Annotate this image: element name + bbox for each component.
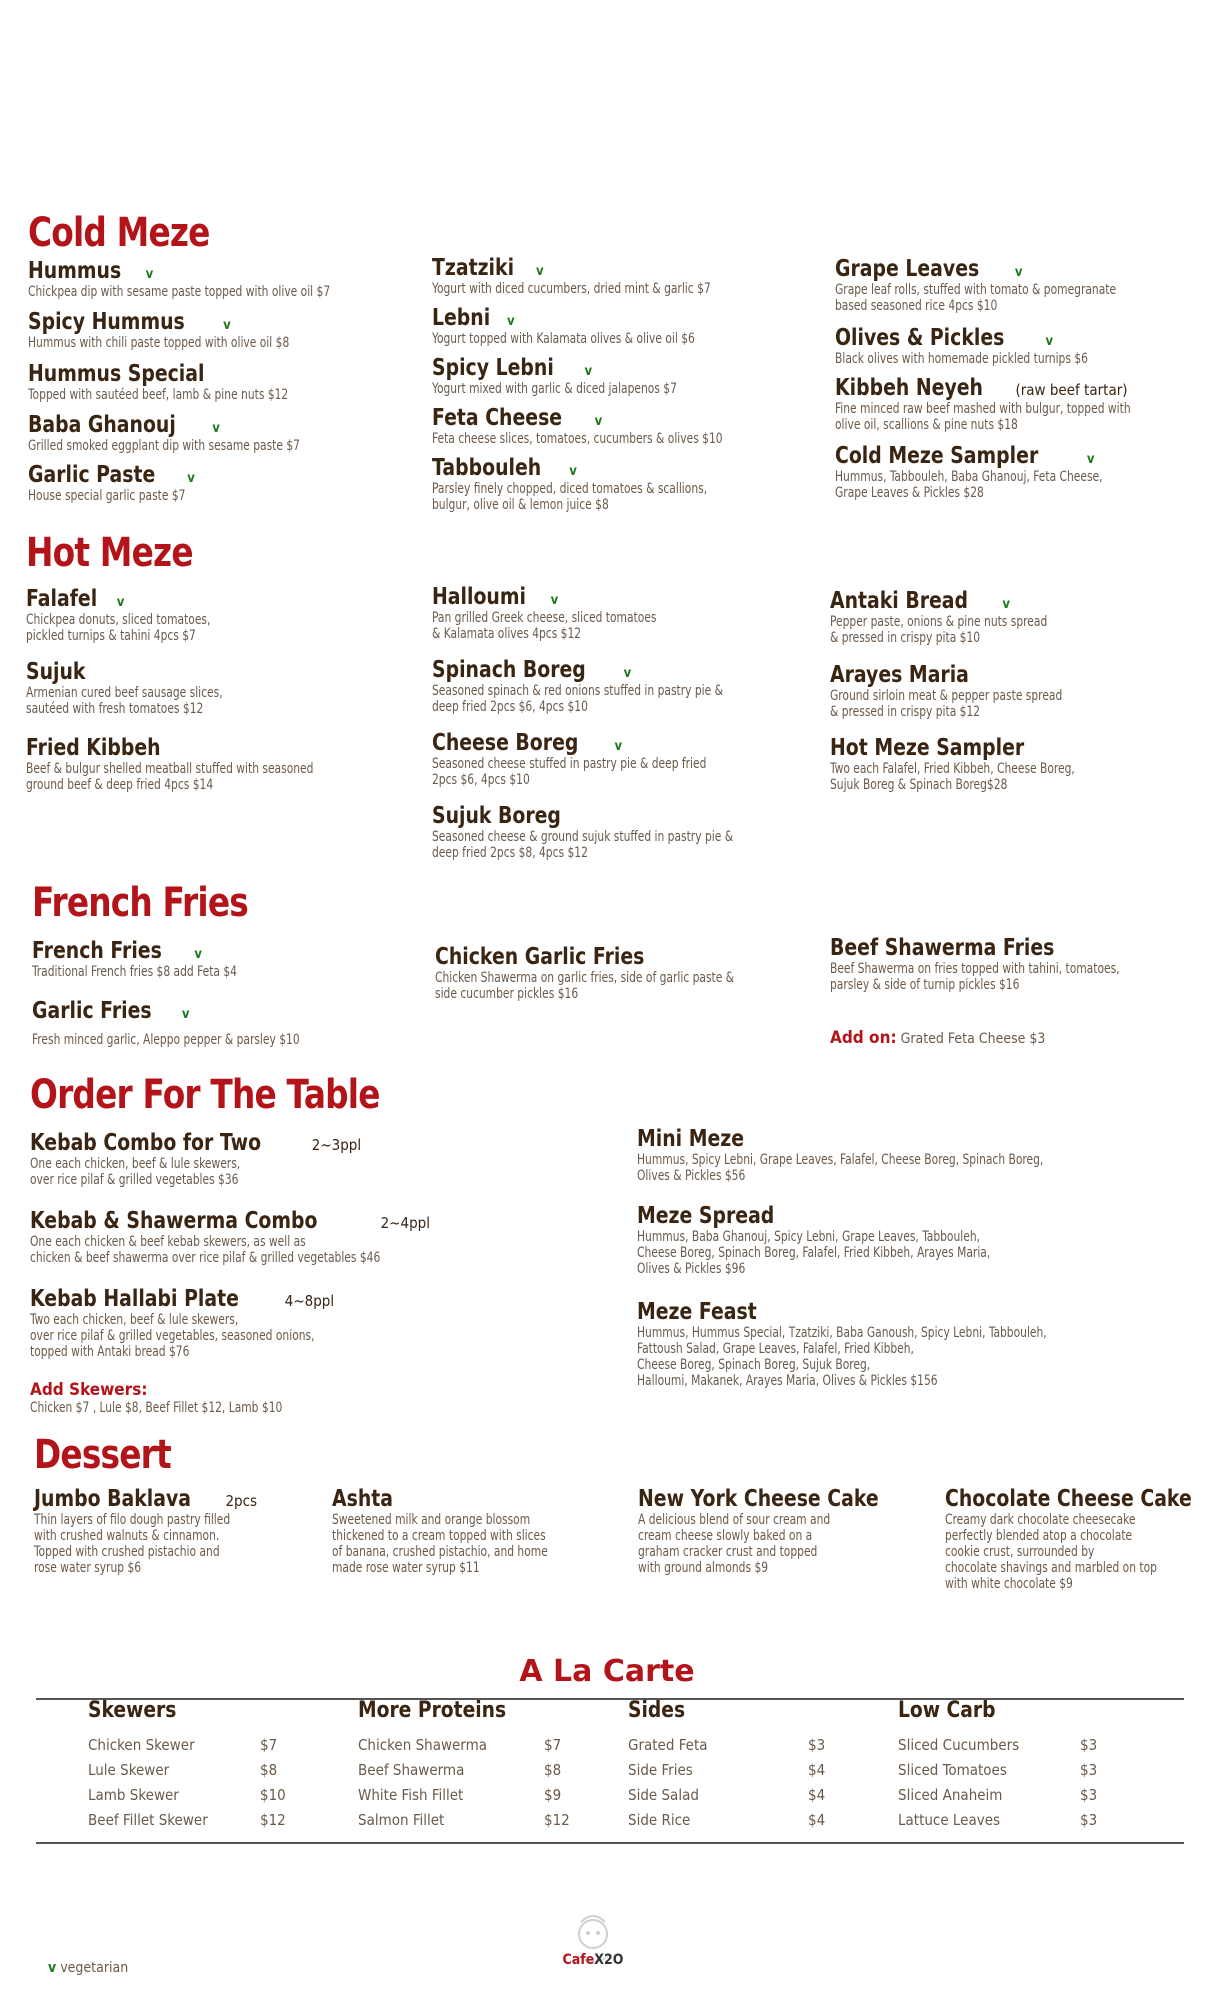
carte-row (628, 1811, 848, 1833)
item-note: 2~3ppl (311, 1136, 362, 1154)
menu-item-spinach-boreg (432, 657, 832, 715)
carte-item-price: $9 (544, 1786, 562, 1804)
add-on-label: Add on: (830, 1028, 897, 1048)
carte-item-name: Lule Skewer (88, 1761, 170, 1779)
menu-item-halloumi (432, 584, 832, 642)
item-description: A delicious blend of sour cream and cream cheese slowly baked on a graham cracker crust and topped with ground almonds $9 (638, 1512, 831, 1576)
item-description: One each chicken & beef kebab skewers, as well as chicken & beef shawerma over rice pilaf & grilled vegetables $46 (30, 1234, 381, 1266)
vegetarian-mark: v (569, 464, 577, 479)
menu-item-hot-meze-sampler (830, 735, 1190, 793)
item-name: Arayes Maria (830, 662, 969, 688)
item-description: Seasoned spinach & red onions stuffed in pastry pie & deep fried 2pcs $6, 4pcs $10 (432, 683, 723, 715)
carte-item-name: Salmon Fillet (358, 1811, 445, 1829)
item-description: Fresh minced garlic, Aleppo pepper & parsley $10 (32, 1032, 300, 1048)
item-description: Ground sirloin meat & pepper paste spread & pressed in crispy pita $12 (830, 688, 1063, 720)
vegetarian-mark: v (1045, 334, 1054, 349)
item-description: Pepper paste, onions & pine nuts spread & pressed in crispy pita $10 (830, 614, 1048, 646)
carte-column-heading: More Proteins (358, 1698, 507, 1723)
item-name: Kibbeh Neyeh (835, 375, 983, 401)
vegetarian-mark: v (223, 318, 231, 333)
vegetarian-mark: v (194, 947, 202, 962)
carte-row (628, 1736, 848, 1758)
item-description: Armenian cured beef sausage slices, sautéed with fresh tomatoes $12 (26, 685, 223, 717)
item-note: 4~8ppl (284, 1292, 335, 1310)
menu-item-olives-pickles (835, 325, 1195, 367)
carte-row (88, 1811, 308, 1833)
carte-column-heading: Sides (628, 1698, 686, 1723)
carte-item-price: $4 (808, 1761, 826, 1779)
item-name: Baba Ghanouj (28, 412, 176, 438)
carte-item-price: $7 (544, 1736, 562, 1754)
item-description: Parsley finely chopped, diced tomatoes & scallions, bulgur, olive oil & lemon juice $8 (432, 481, 708, 513)
item-name: Jumbo Baklava (34, 1486, 191, 1512)
item-name: Garlic Paste (28, 462, 156, 488)
item-name: Beef Shawerma Fries (830, 935, 1055, 961)
carte-item-name: Side Rice (628, 1811, 691, 1829)
add-skewers-label: Add Skewers: (30, 1380, 148, 1400)
item-name: Spicy Lebni (432, 355, 554, 381)
add-skewers-text: Chicken $7 , Lule $8, Beef Fillet $12, Lamb $10 (30, 1400, 283, 1416)
menu-item-tzatziki (432, 255, 832, 297)
item-description: Grilled smoked eggplant dip with sesame paste $7 (28, 438, 300, 454)
item-name: Falafel (26, 586, 98, 612)
carte-row (898, 1761, 1118, 1783)
item-name: Tzatziki (432, 255, 515, 281)
item-note: 2pcs (225, 1492, 258, 1510)
menu-item-garlic-fries (32, 998, 432, 1048)
vegetarian-mark: v (116, 595, 125, 610)
item-name: Kebab Combo for Two (30, 1130, 262, 1156)
vegetarian-mark: v (48, 1960, 57, 1976)
menu-item-chocolate-cheese-cake (945, 1486, 1195, 1592)
carte-item-price: $7 (260, 1736, 278, 1754)
menu-item-kibbeh-neyeh (835, 375, 1195, 433)
menu-item-cold-meze-sampler (835, 443, 1195, 501)
item-description: House special garlic paste $7 (28, 488, 186, 504)
menu-item-kebab-combo (30, 1130, 550, 1188)
vegetarian-mark: v (187, 471, 195, 486)
item-name: Hot Meze Sampler (830, 735, 1025, 761)
menu-item-baba-ghanouj (28, 412, 428, 454)
carte-row (358, 1811, 578, 1833)
carte-item-price: $4 (808, 1811, 826, 1829)
menu-item-antaki-bread (830, 588, 1190, 646)
menu-item-meze-feast (637, 1299, 1137, 1389)
item-name: New York Cheese Cake (638, 1486, 879, 1512)
carte-row (628, 1786, 848, 1808)
carte-row (88, 1761, 308, 1783)
item-description: Chickpea donuts, sliced tomatoes, pickled turnips & tahini 4pcs $7 (26, 612, 211, 644)
item-description: Beef Shawerma on fries topped with tahini, tomatoes, parsley & side of turnip pickles $16 (830, 961, 1120, 993)
vegetarian-mark: v (614, 739, 623, 754)
item-description: Traditional French fries $8 add Feta $4 (32, 964, 237, 980)
a-la-carte-title: A La Carte (519, 1654, 695, 1689)
vegetarian-mark: v (1014, 265, 1023, 280)
item-description: Creamy dark chocolate cheesecake perfectly blended atop a chocolate cookie crust, surrounded by chocolate shavings and marbled on top with white chocolate $9 (945, 1512, 1157, 1592)
item-description: Sweetened milk and orange blossom thickened to a cream topped with slices of banana, crushed pistachio, and home made rose water syrup $11 (332, 1512, 548, 1576)
section-title-order-for-the-table: Order For The Table (30, 1072, 380, 1118)
fries-add-on (830, 1028, 1045, 1048)
carte-column-heading: Low Carb (898, 1698, 996, 1723)
item-description: Hummus, Hummus Special, Tzatziki, Baba Ganoush, Spicy Lebni, Tabbouleh, Fattoush Salad, Grape Leaves, Falafel, Fried Kibbeh, Cheese Boreg, Spinach Boreg, Sujuk Boreg, Halloumi, Makanek, Arayes Maria, Olives & Pickles $156 (637, 1325, 1047, 1389)
add-on-text: Grated Feta Cheese $3 (900, 1031, 1046, 1047)
item-name: Antaki Bread (830, 588, 969, 614)
item-description: Hummus with chili paste topped with olive oil $8 (28, 335, 290, 351)
menu-item-grape-leaves (835, 256, 1195, 314)
menu-item-tabbouleh (432, 455, 832, 513)
carte-row (898, 1736, 1118, 1758)
menu-item-kebab-shawerma-combo (30, 1208, 550, 1266)
item-name: Fried Kibbeh (26, 735, 161, 761)
item-name: Ashta (332, 1486, 394, 1512)
menu-item-hummus (28, 258, 428, 300)
carte-item-name: Beef Fillet Skewer (88, 1811, 208, 1829)
item-name: Sujuk (26, 659, 86, 685)
item-name: Spinach Boreg (432, 657, 586, 683)
cafe-x2o-logo (548, 1908, 638, 1978)
carte-item-name: White Fish Fillet (358, 1786, 464, 1804)
item-description: Beef & bulgur shelled meatball stuffed with seasoned ground beef & deep fried 4pcs $14 (26, 761, 314, 793)
menu-item-beef-shawerma-fries (830, 935, 1190, 993)
item-name: Tabbouleh (432, 455, 542, 481)
carte-row (88, 1736, 308, 1758)
item-description: Grape leaf rolls, stuffed with tomato & pomegranate based seasoned rice 4pcs $10 (835, 282, 1117, 314)
item-name: Chocolate Cheese Cake (945, 1486, 1192, 1512)
carte-item-price: $12 (260, 1811, 286, 1829)
item-description: Feta cheese slices, tomatoes, cucumbers & olives $10 (432, 431, 723, 447)
item-name: Grape Leaves (835, 256, 980, 282)
menu-item-cheese-boreg (432, 730, 832, 788)
menu-item-sujuk-boreg (432, 803, 832, 861)
menu-item-arayes-maria (830, 662, 1190, 720)
carte-item-price: $3 (1080, 1761, 1098, 1779)
carte-item-name: Chicken Skewer (88, 1736, 195, 1754)
vegetarian-mark: v (1086, 452, 1095, 467)
carte-item-name: Side Fries (628, 1761, 693, 1779)
item-name: Chicken Garlic Fries (435, 944, 645, 970)
add-skewers (30, 1380, 327, 1416)
item-name: Mini Meze (637, 1126, 745, 1152)
item-description: Hummus, Tabbouleh, Baba Ghanouj, Feta Cheese, Grape Leaves & Pickles $28 (835, 469, 1103, 501)
carte-column-heading: Skewers (88, 1698, 177, 1723)
carte-item-name: Beef Shawerma (358, 1761, 465, 1779)
carte-row (358, 1761, 578, 1783)
section-title-hot-meze: Hot Meze (26, 530, 193, 576)
logo-text-x2o: X2O (594, 1952, 624, 1968)
vegetarian-mark: v (536, 264, 544, 279)
item-name: French Fries (32, 938, 162, 964)
carte-item-price: $10 (260, 1786, 286, 1804)
vegetarian-mark: v (145, 267, 154, 282)
logo-text-cafe: Cafe (562, 1952, 595, 1968)
item-name: Feta Cheese (432, 405, 563, 431)
item-description: Topped with sautéed beef, lamb & pine nuts $12 (28, 387, 289, 403)
carte-item-name: Lattuce Leaves (898, 1811, 1001, 1829)
item-name: Spicy Hummus (28, 309, 185, 335)
menu-item-mini-meze (637, 1126, 1137, 1184)
menu-item-meze-spread (637, 1203, 1137, 1277)
item-name: Hummus (28, 258, 122, 284)
carte-item-price: $12 (544, 1811, 570, 1829)
menu-item-hummus-special (28, 361, 428, 403)
item-description: Hummus, Spicy Lebni, Grape Leaves, Falafel, Cheese Boreg, Spinach Boreg, Olives & Pickles $56 (637, 1152, 1044, 1184)
menu-item-feta-cheese (432, 405, 832, 447)
item-name: Garlic Fries (32, 998, 152, 1024)
carte-item-name: Side Salad (628, 1786, 699, 1804)
item-name: Sujuk Boreg (432, 803, 561, 829)
item-note: 2~4ppl (380, 1214, 430, 1232)
item-description: Yogurt mixed with garlic & diced jalapenos $7 (432, 381, 677, 397)
item-name: Kebab Hallabi Plate (30, 1286, 239, 1312)
carte-item-price: $8 (544, 1761, 562, 1779)
carte-row (898, 1811, 1118, 1833)
item-description: Pan grilled Greek cheese, sliced tomatoes & Kalamata olives 4pcs $12 (432, 610, 657, 642)
carte-item-name: Grated Feta (628, 1736, 708, 1754)
carte-item-name: Sliced Tomatoes (898, 1761, 1007, 1779)
divider-top (36, 1698, 1184, 1700)
item-description: Yogurt topped with Kalamata olives & olive oil $6 (432, 331, 695, 347)
carte-row (88, 1786, 308, 1808)
item-name: Meze Spread (637, 1203, 775, 1229)
vegetarian-mark: v (623, 666, 632, 681)
menu-item-spicy-hummus (28, 309, 428, 351)
vegetarian-mark: v (181, 1007, 190, 1022)
item-description: One each chicken, beef & lule skewers, over rice pilaf & grilled vegetables $36 (30, 1156, 241, 1188)
item-name: Cheese Boreg (432, 730, 579, 756)
section-title-french-fries: French Fries (32, 880, 248, 926)
item-description: Seasoned cheese stuffed in pastry pie & deep fried 2pcs $6, 4pcs $10 (432, 756, 707, 788)
carte-item-price: $3 (1080, 1811, 1098, 1829)
item-description: Fine minced raw beef mashed with bulgur, topped with olive oil, scallions & pine nuts $18 (835, 401, 1131, 433)
vegetarian-mark: v (550, 593, 559, 608)
menu-item-falafel (26, 586, 426, 644)
section-title-dessert: Dessert (34, 1432, 171, 1478)
carte-row (358, 1736, 578, 1758)
carte-item-price: $3 (808, 1736, 826, 1754)
menu-item-ny-cheese-cake (638, 1486, 918, 1576)
item-description: Black olives with homemade pickled turnips $6 (835, 351, 1088, 367)
item-name: Olives & Pickles (835, 325, 1005, 351)
carte-row (898, 1786, 1118, 1808)
carte-item-name: Sliced Cucumbers (898, 1736, 1020, 1754)
vegetarian-mark: v (1002, 597, 1010, 612)
carte-item-price: $3 (1080, 1786, 1098, 1804)
item-name: Hummus Special (28, 361, 205, 387)
menu-item-fried-kibbeh (26, 735, 426, 793)
item-description: Thin layers of filo dough pastry filled with crushed walnuts & cinnamon. Topped with crushed pistachio and rose water syrup $6 (34, 1512, 231, 1576)
menu-item-garlic-paste (28, 462, 428, 504)
menu-item-kebab-hallabi-plate (30, 1286, 550, 1360)
item-name: Halloumi (432, 584, 526, 610)
menu-item-sujuk (26, 659, 426, 717)
menu-item-ashta (332, 1486, 612, 1576)
item-description: Chicken Shawerma on garlic fries, side of garlic paste & side cucumber pickles $16 (435, 970, 735, 1002)
vegetarian-mark: v (584, 364, 593, 379)
item-description: Two each Falafel, Fried Kibbeh, Cheese Boreg, Sujuk Boreg & Spinach Boreg$28 (830, 761, 1075, 793)
item-name: Kebab & Shawerma Combo (30, 1208, 318, 1234)
item-note: (raw beef tartar) (1015, 381, 1128, 399)
section-title-cold-meze: Cold Meze (28, 210, 210, 256)
carte-item-name: Chicken Shawerma (358, 1736, 488, 1754)
vegetarian-mark: v (506, 314, 515, 329)
menu-item-jumbo-baklava (34, 1486, 314, 1576)
carte-row (358, 1786, 578, 1808)
menu-item-spicy-lebni (432, 355, 832, 397)
footnote-text: vegetarian (60, 1960, 129, 1976)
vegetarian-mark: v (594, 414, 603, 429)
item-name: Cold Meze Sampler (835, 443, 1039, 469)
vegetarian-footnote (48, 1960, 128, 1976)
carte-item-name: Lamb Skewer (88, 1786, 179, 1804)
carte-item-price: $4 (808, 1786, 826, 1804)
item-name: Lebni (432, 305, 491, 331)
divider-bottom (36, 1842, 1184, 1844)
item-description: Chickpea dip with sesame paste topped with olive oil $7 (28, 284, 331, 300)
carte-item-price: $3 (1080, 1736, 1098, 1754)
menu-item-lebni (432, 305, 832, 347)
item-description: Hummus, Baba Ghanouj, Spicy Lebni, Grape Leaves, Tabbouleh, Cheese Boreg, Spinach Boreg, Falafel, Fried Kibbeh, Arayes Maria, Olives & Pickles $96 (637, 1229, 991, 1277)
item-description: Yogurt with diced cucumbers, dried mint & garlic $7 (432, 281, 711, 297)
item-description: Two each chicken, beef & lule skewers, over rice pilaf & grilled vegetables, seasoned onions, topped with Antaki bread $76 (30, 1312, 315, 1360)
item-description: Seasoned cheese & ground sujuk stuffed in pastry pie & deep fried 2pcs $8, 4pcs $12 (432, 829, 734, 861)
item-name: Meze Feast (637, 1299, 757, 1325)
carte-row (628, 1761, 848, 1783)
vegetarian-mark: v (212, 421, 220, 436)
menu-item-french-fries (32, 938, 432, 980)
carte-item-price: $8 (260, 1761, 278, 1779)
menu-item-chicken-garlic-fries (435, 944, 835, 1002)
carte-item-name: Sliced Anaheim (898, 1786, 1003, 1804)
